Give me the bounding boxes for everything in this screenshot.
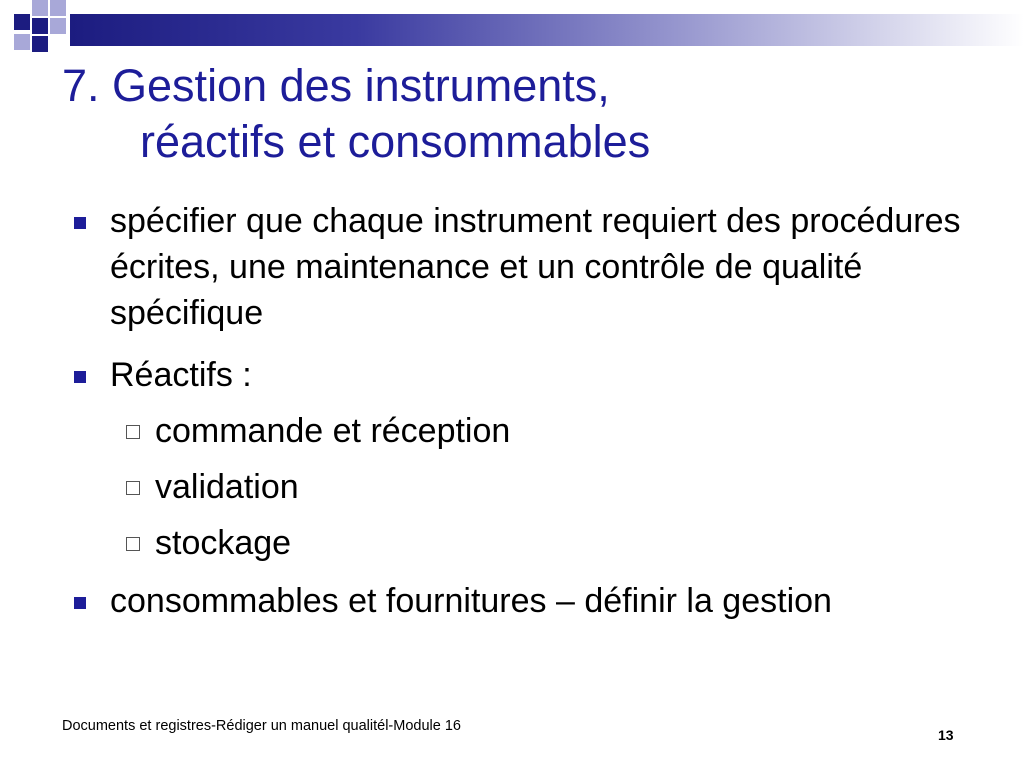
square-bullet-icon xyxy=(74,371,86,383)
slide-title-line-1: 7. Gestion des instruments, xyxy=(62,60,610,111)
square-bullet-icon xyxy=(74,217,86,229)
slide-title-line-2: réactifs et consommables xyxy=(140,116,651,167)
bullet-text-3: consommables et fournitures – définir la gestion xyxy=(110,582,832,620)
hollow-square-bullet-icon xyxy=(126,537,140,551)
bullet-item-3 xyxy=(68,578,1018,624)
sub-bullet-item-2 xyxy=(124,464,299,510)
hollow-square-bullet-icon xyxy=(126,481,140,495)
bullet-text-1: spécifier que chaque instrument requiert des procédures écrites, une maintenance et un contrôle de qualité spécifique xyxy=(110,202,961,332)
bullet-item-1 xyxy=(68,198,1018,336)
sub-bullet-text-1: commande et réception xyxy=(155,412,511,450)
bullet-item-2 xyxy=(68,352,1018,398)
slide-footer: Documents et registres-Rédiger un manuel qualitél-Module 16 xyxy=(62,718,461,734)
square-bullet-icon xyxy=(74,597,86,609)
bullet-text-2: Réactifs : xyxy=(110,356,252,394)
sub-bullet-item-3 xyxy=(124,520,291,566)
sub-bullet-text-3: stockage xyxy=(155,524,292,562)
page-number: 13 xyxy=(938,727,954,743)
sub-bullet-text-2: validation xyxy=(155,468,299,506)
sub-bullet-item-1 xyxy=(124,408,510,454)
hollow-square-bullet-icon xyxy=(126,425,140,439)
